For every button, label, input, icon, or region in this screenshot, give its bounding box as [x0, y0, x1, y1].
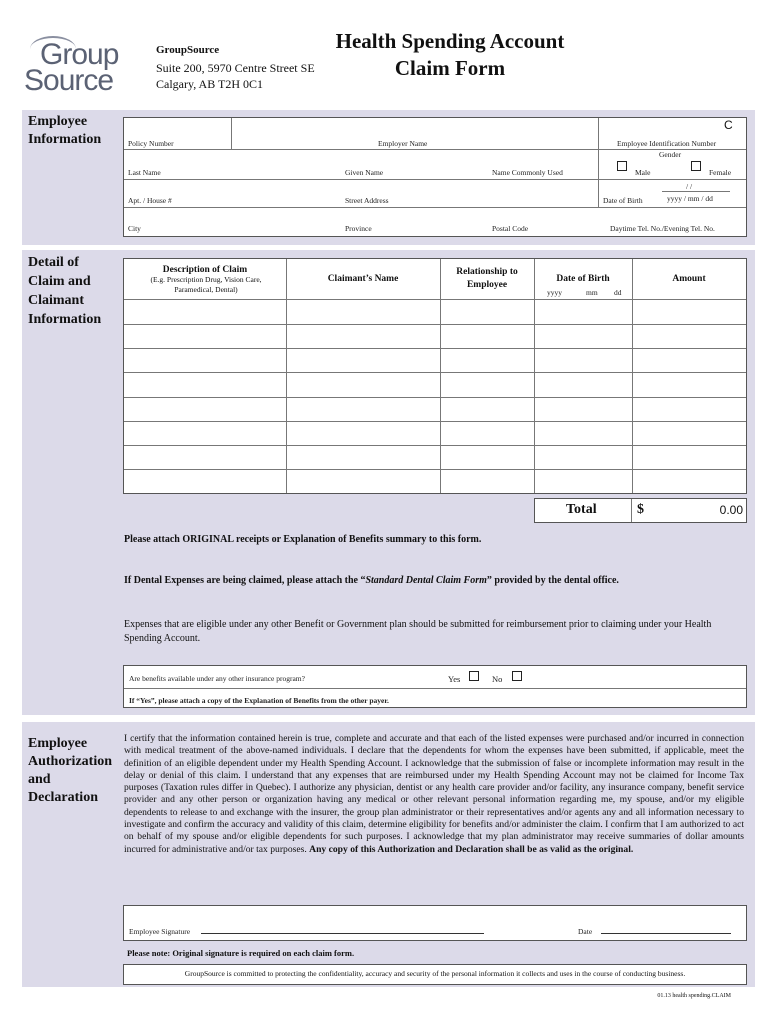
- dental-form-name: Standard Dental Claim Form: [365, 575, 487, 586]
- row-divider: [124, 207, 746, 208]
- total-label: Total: [566, 502, 597, 517]
- employee-signature-label: Employee Signature: [129, 927, 191, 936]
- company-logo: [24, 38, 142, 100]
- footer-form-code: 01.13 health spending.CLAIM: [657, 993, 731, 999]
- date-line[interactable]: [601, 933, 731, 934]
- dental-note: [124, 575, 619, 586]
- table-row-divider: [124, 324, 746, 325]
- description-header: Description of Claim: [162, 265, 248, 275]
- row-divider: [124, 149, 746, 150]
- other-insurance-question: Are benefits available under any other insurance program?: [129, 674, 305, 683]
- name-commonly-used-label: Name Commonly Used: [492, 168, 563, 177]
- other-insurance-note: If “Yes”, please attach a copy of the Explanation of Benefits from the other payer.: [129, 696, 389, 705]
- claim-title-line1: Detail of: [28, 255, 79, 270]
- col-divider: [440, 259, 441, 493]
- employee-info-title-line1: Employee: [28, 114, 88, 129]
- attach-receipts-note: Please attach ORIGINAL receipts or Explanation of Benefits summary to this form.: [124, 534, 482, 545]
- phone-label: Daytime Tel. No./Evening Tel. No.: [610, 224, 715, 233]
- table-row-divider: [124, 299, 746, 300]
- table-row-divider: [124, 445, 746, 446]
- apt-label: Apt. / House #: [128, 196, 172, 205]
- col-divider: [598, 179, 599, 207]
- col-divider: [598, 118, 599, 149]
- date-label: Date: [578, 927, 593, 936]
- signature-box: [123, 905, 747, 941]
- col-divider: [286, 259, 287, 493]
- table-row-divider: [124, 397, 746, 398]
- yes-checkbox[interactable]: [469, 671, 479, 681]
- street-address-label: Street Address: [345, 196, 389, 205]
- employer-name-field[interactable]: [232, 118, 596, 138]
- postal-code-label: Postal Code: [492, 224, 529, 233]
- total-amount[interactable]: 0.00: [719, 503, 743, 517]
- logo-group-text: Group: [40, 38, 119, 71]
- total-currency: $: [637, 502, 644, 517]
- dob-yyyy-label: yyyy: [547, 288, 562, 297]
- declaration-body: I certify that the information contained herein is true, complete and accurate and that each of the listed expenses were purchased and/or incurred in connection with medical treatment of the above-named individuals. I declare that the dependents for whom the expenses have been submitted, if applicable, meet the definition of an eligible dependent under my Health Spending Account. I acknowledge that the submission of false or incomplete information may result in the delay or denial of this claim. I understand that any expenses that are reimbursed under my Health Spending Account may not be claimed for Income Tax purposes (Taxation rules differ in Quebec). I authorize any physician, dentist or any health care provider and/or facility, any insurance company, benefit service provider and any other person or organization having any medical or other relevant personal information regarding me, my spouse, and/or my eligible dependents to release to and exchange with the insurer, the group plan administrator or their representatives and/or agents any and all information necessary to investigate and confirm the accuracy and validity of this claim, determine eligibility for benefits and/or administer the claim. I confirm that I am authorized to act on behalf of my spouse and/or eligible dependents for such purposes. I acknowledge that my plan administrator may receive summaries of dollar amounts incurred for administrative and/or tax purposes.: [124, 733, 744, 855]
- col-divider: [534, 259, 535, 493]
- form-title-line2: Claim Form: [394, 56, 506, 80]
- original-signature-note: Please note: Original signature is required on each claim form.: [127, 948, 355, 958]
- col-divider: [632, 259, 633, 493]
- form-title-line1: Health Spending Account: [335, 29, 565, 53]
- declaration-text: [124, 733, 744, 856]
- last-name-label: Last Name: [128, 168, 161, 177]
- other-plan-note: Expenses that are eligible under any other Benefit or Government plan should be submitted for reimbursement prior to claiming under your Health Spending Account.: [124, 619, 712, 644]
- policy-number-label: Policy Number: [128, 139, 174, 148]
- table-row-divider: [124, 421, 746, 422]
- gender-label: Gender: [659, 150, 682, 159]
- dob-label: Date of Birth: [603, 196, 643, 205]
- employer-name-label: Employer Name: [378, 139, 428, 148]
- claim-title-line4: Information: [28, 312, 102, 327]
- col-divider: [598, 149, 599, 179]
- company-address-line1: Suite 200, 5970 Centre Street SE: [156, 61, 315, 75]
- row-divider: [124, 179, 746, 180]
- male-label: Male: [635, 168, 651, 177]
- given-name-label: Given Name: [345, 168, 384, 177]
- employee-id-field[interactable]: [600, 118, 746, 138]
- dental-note-pre: If Dental Expenses are being claimed, please attach the “: [124, 575, 366, 586]
- privacy-statement: GroupSource is committed to protecting the confidentiality, accuracy and security of the personal information it collects and uses in the course of conducting business.: [184, 969, 686, 978]
- table-row-divider: [124, 348, 746, 349]
- dob-dd-label: dd: [614, 288, 622, 297]
- claimant-name-header: Claimant’s Name: [327, 274, 399, 284]
- claim-title-line3: Claimant: [28, 293, 84, 308]
- yes-label: Yes: [448, 674, 461, 684]
- company-address-line2: Calgary, AB T2H 0C1: [156, 77, 263, 91]
- employee-id-label: Employee Identification Number: [617, 139, 717, 148]
- auth-title-line4: Declaration: [28, 790, 98, 805]
- table-row-divider: [124, 372, 746, 373]
- claim-title-line2: Claim and: [28, 274, 91, 289]
- employee-info-title-line2: Information: [28, 132, 102, 147]
- female-label: Female: [709, 168, 732, 177]
- description-note: (E.g. Prescription Drug, Vision Care, Paramedical, Dental): [150, 275, 262, 294]
- relationship-header-line2: Employee: [466, 280, 508, 290]
- amount-header: Amount: [672, 274, 706, 284]
- female-checkbox[interactable]: [691, 161, 701, 171]
- signature-line[interactable]: [201, 933, 484, 934]
- no-label: No: [492, 674, 503, 684]
- male-checkbox[interactable]: [617, 161, 627, 171]
- declaration-bold: Any copy of this Authorization and Declaration shall be as valid as the original.: [309, 843, 634, 855]
- dob-underline: [662, 191, 730, 192]
- auth-title-line3: and: [28, 772, 51, 787]
- logo-source-text: Source: [24, 64, 114, 97]
- province-label: Province: [345, 224, 372, 233]
- col-divider: [631, 499, 632, 522]
- table-row-divider: [124, 469, 746, 470]
- dob-format-label: yyyy / mm / dd: [667, 194, 713, 203]
- policy-number-field[interactable]: [124, 118, 229, 138]
- city-label: City: [128, 224, 141, 233]
- no-checkbox[interactable]: [512, 671, 522, 681]
- relationship-header-line1: Relationship to: [456, 267, 518, 277]
- dob-slashes: / /: [686, 182, 693, 191]
- corner-mark: C: [724, 118, 733, 132]
- auth-title-line1: Employee: [28, 736, 88, 751]
- date-of-birth-header: Date of Birth: [556, 274, 610, 284]
- dob-mm-label: mm: [586, 288, 598, 297]
- dental-note-post: ” provided by the dental office.: [486, 575, 619, 586]
- row-divider: [124, 688, 746, 689]
- company-name: GroupSource: [156, 44, 220, 56]
- auth-title-line2: Authorization: [28, 754, 112, 769]
